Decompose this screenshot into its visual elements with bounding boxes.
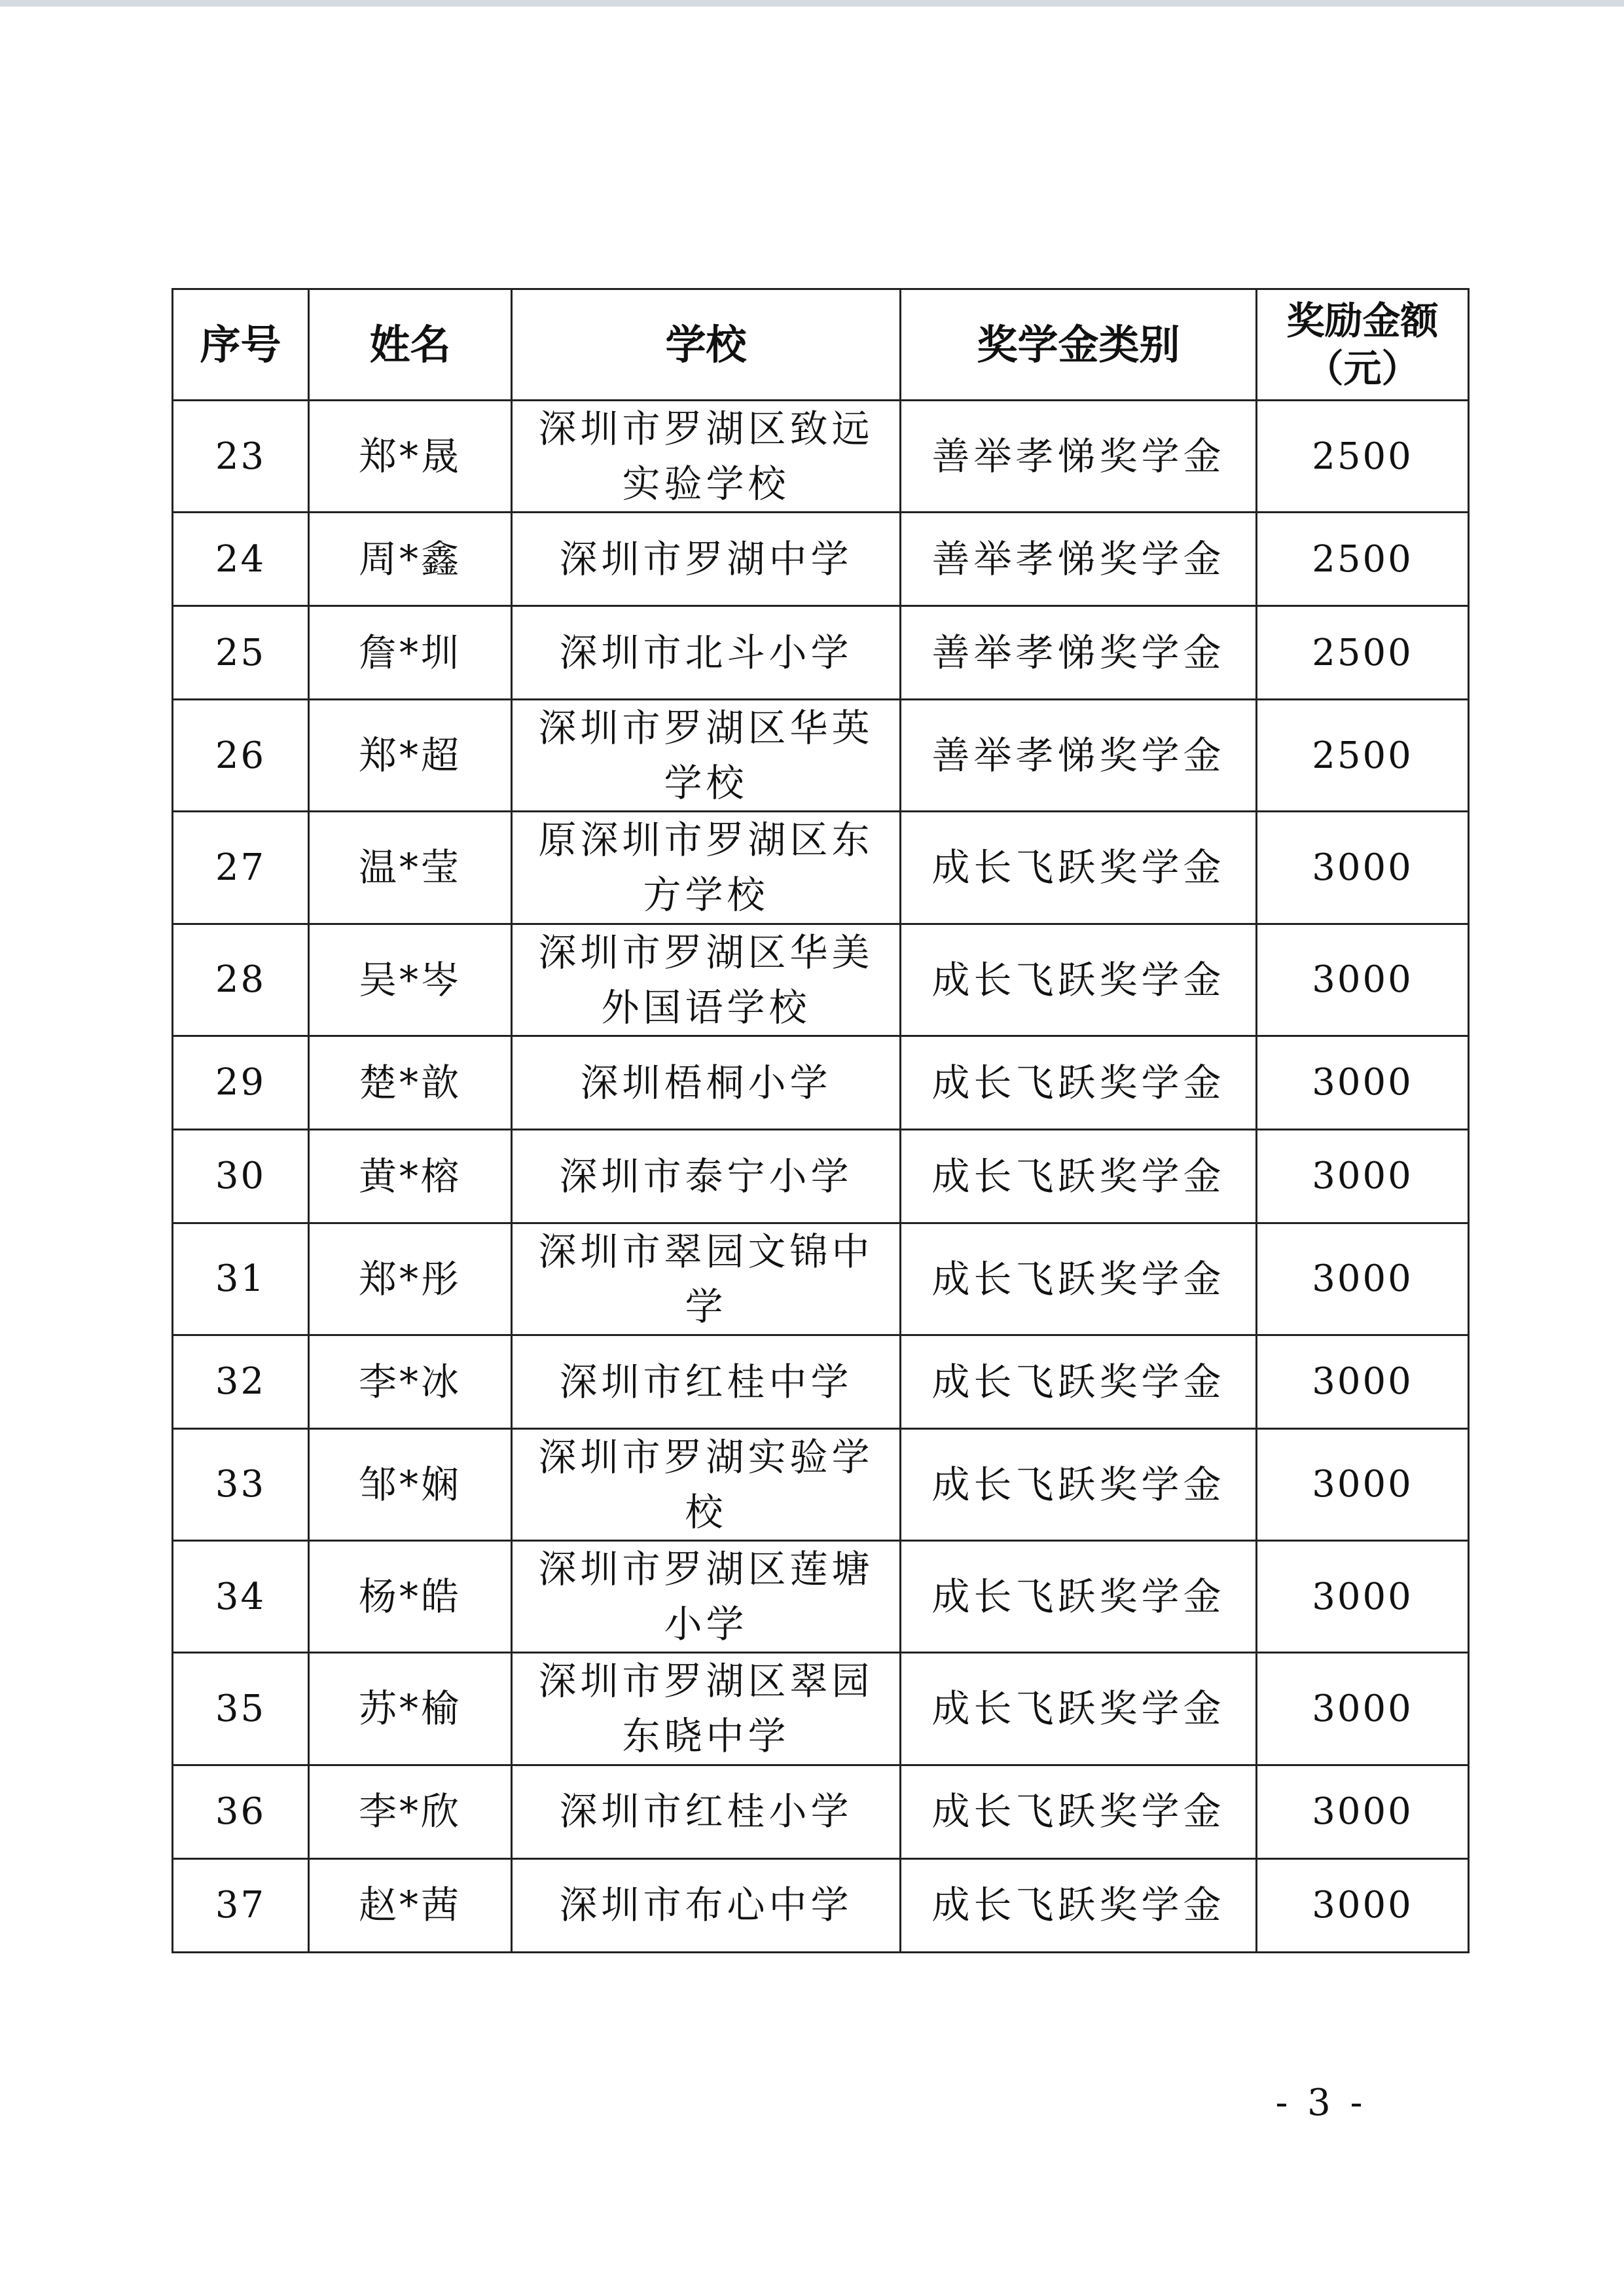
cell-name: 苏*榆 xyxy=(309,1653,512,1765)
table-row xyxy=(173,1858,1469,1952)
cell-name: 李*冰 xyxy=(309,1335,512,1428)
cell-school: 深圳市罗湖区华美外国语学校 xyxy=(512,924,901,1036)
header-row xyxy=(173,289,1469,401)
cell-no: 32 xyxy=(173,1335,309,1428)
cell-amount: 2500 xyxy=(1257,606,1469,700)
table-row xyxy=(173,924,1469,1036)
cell-amount: 2500 xyxy=(1257,513,1469,606)
cell-no: 33 xyxy=(173,1428,309,1540)
cell-name: 周*鑫 xyxy=(309,513,512,606)
table-row xyxy=(173,1428,1469,1540)
cell-school: 深圳市罗湖实验学校 xyxy=(512,1428,901,1540)
table-row xyxy=(173,1335,1469,1428)
cell-type: 成长飞跃奖学金 xyxy=(901,1129,1257,1223)
cell-name: 郑*超 xyxy=(309,700,512,812)
cell-type: 成长飞跃奖学金 xyxy=(901,924,1257,1036)
header-amount-line2: （元） xyxy=(1305,346,1420,391)
cell-type: 成长飞跃奖学金 xyxy=(901,812,1257,924)
cell-no: 24 xyxy=(173,513,309,606)
cell-amount: 3000 xyxy=(1257,1223,1469,1335)
cell-no: 23 xyxy=(173,401,309,513)
table-row xyxy=(173,1541,1469,1653)
cell-amount: 3000 xyxy=(1257,924,1469,1036)
table-row xyxy=(173,812,1469,924)
cell-type: 善举孝悌奖学金 xyxy=(901,606,1257,700)
cell-no: 35 xyxy=(173,1653,309,1765)
table-row xyxy=(173,1653,1469,1765)
cell-amount: 3000 xyxy=(1257,1129,1469,1223)
table-body xyxy=(173,401,1469,1953)
table-row xyxy=(173,700,1469,812)
cell-type: 成长飞跃奖学金 xyxy=(901,1223,1257,1335)
table-row xyxy=(173,1129,1469,1223)
cell-type: 成长飞跃奖学金 xyxy=(901,1858,1257,1952)
cell-school: 深圳市泰宁小学 xyxy=(512,1129,901,1223)
cell-no: 36 xyxy=(173,1765,309,1858)
page-number: - 3 - xyxy=(1275,2082,1367,2124)
cell-school: 深圳市罗湖区致远实验学校 xyxy=(512,401,901,513)
cell-name: 詹*圳 xyxy=(309,606,512,700)
header-type: 奖学金类别 xyxy=(901,289,1257,401)
cell-no: 28 xyxy=(173,924,309,1036)
cell-name: 黄*榕 xyxy=(309,1129,512,1223)
cell-no: 27 xyxy=(173,812,309,924)
cell-amount: 3000 xyxy=(1257,1765,1469,1858)
cell-school: 深圳市北斗小学 xyxy=(512,606,901,700)
cell-type: 成长飞跃奖学金 xyxy=(901,1541,1257,1653)
cell-school: 深圳市布心中学 xyxy=(512,1858,901,1952)
cell-school: 深圳市罗湖中学 xyxy=(512,513,901,606)
header-no: 序号 xyxy=(173,289,309,401)
cell-no: 34 xyxy=(173,1541,309,1653)
cell-school: 深圳市罗湖区莲塘小学 xyxy=(512,1541,901,1653)
cell-name: 郑*晟 xyxy=(309,401,512,513)
cell-type: 善举孝悌奖学金 xyxy=(901,401,1257,513)
table-row xyxy=(173,606,1469,700)
cell-school: 深圳市红桂中学 xyxy=(512,1335,901,1428)
cell-name: 温*莹 xyxy=(309,812,512,924)
table-row xyxy=(173,1765,1469,1858)
header-name: 姓名 xyxy=(309,289,512,401)
cell-type: 成长飞跃奖学金 xyxy=(901,1428,1257,1540)
table-row xyxy=(173,1036,1469,1129)
cell-no: 37 xyxy=(173,1858,309,1952)
table-header xyxy=(173,289,1469,401)
cell-school: 深圳市翠园文锦中学 xyxy=(512,1223,901,1335)
cell-type: 成长飞跃奖学金 xyxy=(901,1653,1257,1765)
cell-amount: 3000 xyxy=(1257,1036,1469,1129)
cell-school: 深圳市罗湖区华英学校 xyxy=(512,700,901,812)
header-amount-line1: 奖励金额 xyxy=(1286,298,1439,343)
cell-type: 善举孝悌奖学金 xyxy=(901,513,1257,606)
cell-type: 成长飞跃奖学金 xyxy=(901,1036,1257,1129)
cell-amount: 2500 xyxy=(1257,700,1469,812)
cell-no: 25 xyxy=(173,606,309,700)
cell-name: 赵*茜 xyxy=(309,1858,512,1952)
scholarship-table xyxy=(171,288,1470,1953)
cell-no: 30 xyxy=(173,1129,309,1223)
cell-name: 吴*岑 xyxy=(309,924,512,1036)
table-row xyxy=(173,401,1469,513)
cell-school: 深圳梧桐小学 xyxy=(512,1036,901,1129)
cell-name: 杨*皓 xyxy=(309,1541,512,1653)
cell-amount: 3000 xyxy=(1257,1428,1469,1540)
cell-no: 26 xyxy=(173,700,309,812)
cell-name: 李*欣 xyxy=(309,1765,512,1858)
cell-amount: 3000 xyxy=(1257,1653,1469,1765)
cell-type: 善举孝悌奖学金 xyxy=(901,700,1257,812)
cell-no: 31 xyxy=(173,1223,309,1335)
header-amount xyxy=(1257,289,1469,401)
cell-name: 郑*彤 xyxy=(309,1223,512,1335)
cell-name: 楚*歆 xyxy=(309,1036,512,1129)
cell-no: 29 xyxy=(173,1036,309,1129)
cell-name: 邹*娴 xyxy=(309,1428,512,1540)
cell-amount: 3000 xyxy=(1257,1541,1469,1653)
table-row xyxy=(173,513,1469,606)
cell-school: 原深圳市罗湖区东方学校 xyxy=(512,812,901,924)
cell-amount: 3000 xyxy=(1257,1335,1469,1428)
cell-amount: 3000 xyxy=(1257,812,1469,924)
cell-type: 成长飞跃奖学金 xyxy=(901,1765,1257,1858)
cell-school: 深圳市罗湖区翠园东晓中学 xyxy=(512,1653,901,1765)
header-school: 学校 xyxy=(512,289,901,401)
table-row xyxy=(173,1223,1469,1335)
cell-school: 深圳市红桂小学 xyxy=(512,1765,901,1858)
cell-amount: 2500 xyxy=(1257,401,1469,513)
cell-amount: 3000 xyxy=(1257,1858,1469,1952)
cell-type: 成长飞跃奖学金 xyxy=(901,1335,1257,1428)
scan-top-edge xyxy=(0,0,1624,7)
